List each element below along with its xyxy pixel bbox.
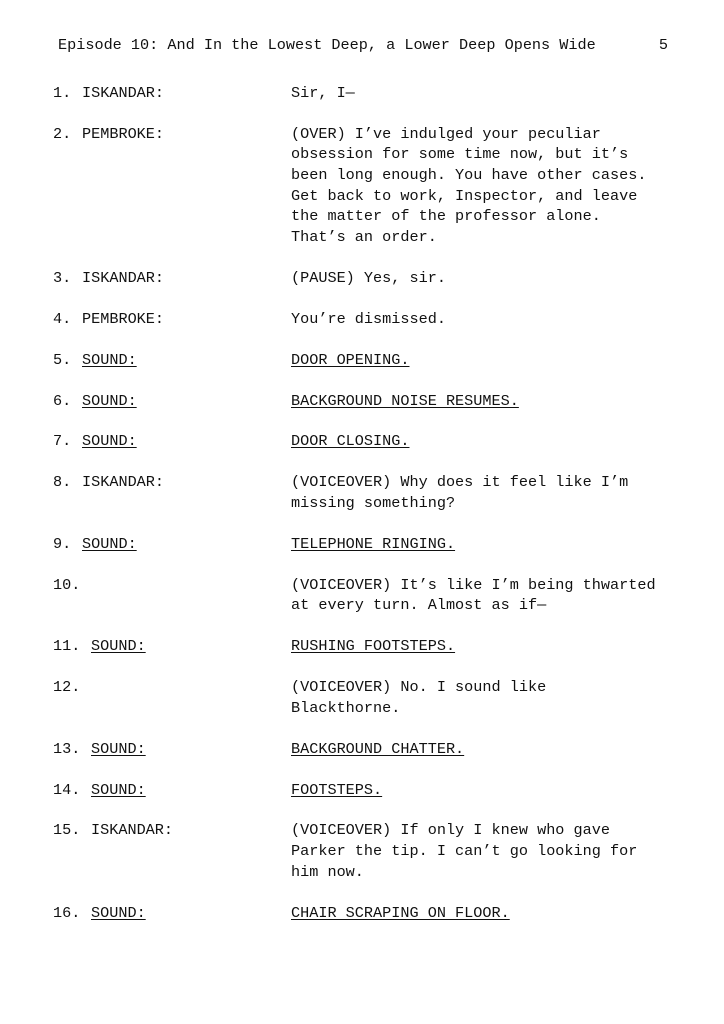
cue-number: 6. [53,391,72,410]
sound-description: BACKGROUND CHATTER. [291,739,465,758]
cue-number: 15. [53,821,81,840]
page-header [58,34,668,56]
sound-description: FOOTSTEPS. [291,780,383,799]
cue-number: 7. [53,432,72,451]
dialogue-text: Sir, I— [291,84,355,102]
speaker-name: PEMBROKE: [82,124,165,143]
sound-label: SOUND: [82,432,137,451]
episode-title: Episode 10: And In the Lowest Deep, a Lower Deep Opens Wide [58,36,596,54]
cue-number: 1. [53,84,72,102]
cue-number: 2. [53,124,72,143]
cue-number: 11. [53,637,81,656]
cue-number: 14. [53,780,81,799]
cue-number: 16. [53,903,81,922]
sound-description: CHAIR SCRAPING ON FLOOR. [291,903,510,922]
dialogue-text: (VOICEOVER) Why does it feel like I’m missing something? [291,473,629,512]
cue-number: 12. [53,678,81,697]
sound-description: DOOR CLOSING. [291,432,410,451]
sound-label: SOUND: [91,903,146,922]
dialogue-text: (OVER) I’ve indulged your peculiar obsession for some time now, but it’s been long enough. You have other cases. Get back to work, Inspector, and leave the matter of the professor alone. That’s an order. [291,124,647,246]
sound-description: BACKGROUND NOISE RESUMES. [291,391,519,410]
sound-label: SOUND: [91,739,146,758]
cue-number: 10. [53,575,81,594]
sound-label: SOUND: [82,350,137,369]
sound-description: TELEPHONE RINGING. [291,534,456,553]
dialogue-text: (VOICEOVER) If only I knew who gave Parker the tip. I can’t go looking for him now. [291,821,638,881]
sound-label: SOUND: [91,637,146,656]
cue-number: 3. [53,268,72,287]
dialogue-text: (PAUSE) Yes, sir. [291,268,446,287]
dialogue-text: (VOICEOVER) No. I sound like Blackthorne. [291,678,547,717]
cue-number: 4. [53,309,72,328]
sound-label: SOUND: [91,780,146,799]
speaker-name: ISKANDAR: [82,84,165,102]
speaker-name: ISKANDAR: [82,473,165,492]
speaker-name: ISKANDAR: [91,821,174,840]
speaker-name: PEMBROKE: [82,309,165,328]
page-number: 5 [658,36,668,54]
sound-label: SOUND: [82,534,137,553]
sound-label: SOUND: [82,391,137,410]
sound-description: RUSHING FOOTSTEPS. [291,637,456,656]
dialogue-text: (VOICEOVER) It’s like I’m being thwarted at every turn. Almost as if— [291,575,656,615]
cue-number: 5. [53,350,72,369]
cue-number: 9. [53,534,72,553]
sound-description: DOOR OPENING. [291,350,410,369]
cue-number: 13. [53,739,81,758]
cue-number: 8. [53,473,72,492]
dialogue-text: You’re dismissed. [291,309,446,328]
speaker-name: ISKANDAR: [82,268,165,287]
